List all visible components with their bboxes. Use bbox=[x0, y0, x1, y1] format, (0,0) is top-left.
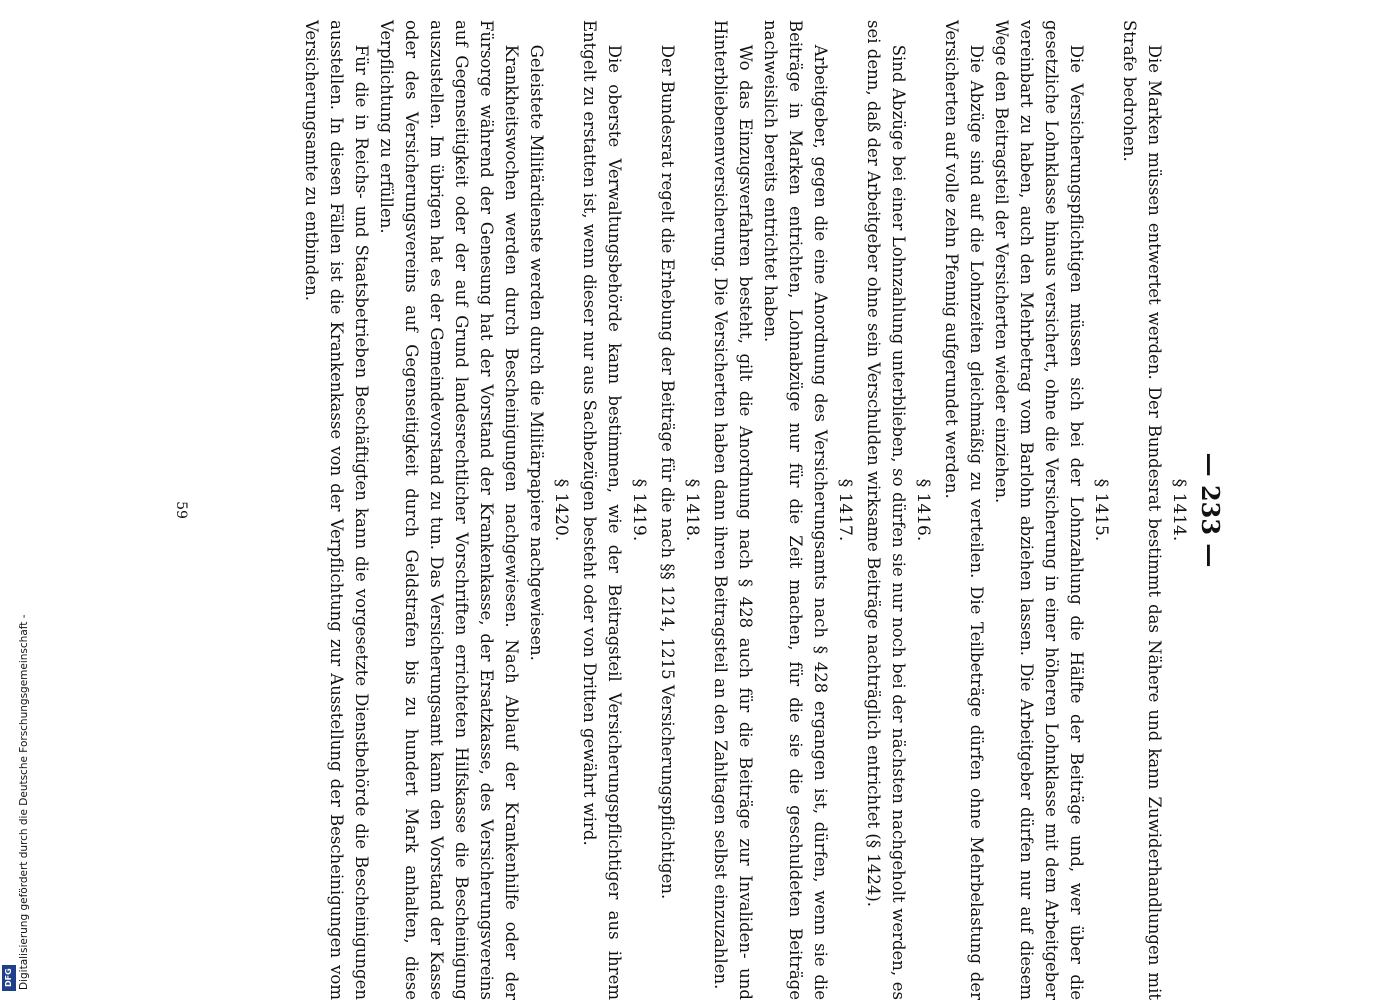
paragraph: Die Marken müssen entwertet werden. Der Bundesrat bestimmt das Nähere und kann Zuwiderhandlungen mit Strafe bedrohen. bbox=[1120, 20, 1164, 1000]
section-title: § 1419. bbox=[629, 478, 649, 542]
paragraph: Für die in Reichs- und Staatsbetrieben Beschäftigten kann die vorgesetzte Dienstbehörde die Bescheinigungen ausstellen. In diesen Fällen ist die Krankenkasse von der Verpflichtung zur Ausstellung der Bescheinigungen vom Versicherungsamte zu entbinden. bbox=[302, 20, 371, 1000]
paragraph: Die oberste Verwaltungsbehörde kann bestimmen, wie der Beitragsteil Versicherungspflichtiger aus ihrem Entgelt zu erstatten ist, wenn dieser nur aus Sachbezügen besteht oder von Dritten gewährt wird. bbox=[580, 20, 624, 1000]
section-title: § 1414. bbox=[1169, 478, 1189, 542]
section-title: § 1418. bbox=[682, 478, 702, 542]
paragraph: Arbeitgeber, gegen die eine Anordnung des Versicherungsamts nach § 428 ergangen ist, dürfen, wenn sie die Beiträge in Marken entrichten, Lohnabzüge nur für die Zeit machen, für die sie die geschuldeten Beiträge nachweislich bereits entrichtet haben. bbox=[761, 20, 830, 1000]
paragraph: Krankheitswochen werden durch Bescheinigungen nachgewiesen. Nach Ablauf der Krankenhilfe oder der Fürsorge während der Genesung hat der Vorstand der Krankenkasse, der Ersatzkasse, des Versicherungsvereins auf Gegenseitigkeit oder der auf Grund landesrechtlicher Vorschriften errichteten Hilfskasse die Bescheinigung auszustellen. Im übrigen hat es der Gemeindevorstand zu tun. Das Versicherungsamt kann den Vorstand der Kasse oder des Versicherungsvereins auf Gegenseitigkeit durch Geldstrafen bis zu hundert Mark anhalten, diese Verpflichtung zu erfüllen. bbox=[377, 20, 521, 1000]
dfg-logo-icon: DFG bbox=[2, 965, 16, 991]
section-title: § 1417. bbox=[835, 478, 855, 542]
section-title: § 1420. bbox=[551, 478, 571, 542]
paragraph: Die Versicherungspflichtigen müssen sich bei der Lohnzahlung die Hälfte der Beiträge und, wer über die gesetzliche Lohnklasse hinaus versichert, ohne die Versicherung in einer höheren Lohnklasse mit dem Arbeitgeber vereinbart zu haben, auch den Mehrbetrag vom Barlohn abziehen lassen. Die Arbeitgeber dürfen nur auf diesem Wege den Beitragsteil der Versicherten wieder einziehen. bbox=[992, 20, 1086, 1000]
page-number-header: — 233 — bbox=[1196, 452, 1225, 568]
section-title: § 1416. bbox=[913, 478, 933, 542]
section-title: § 1415. bbox=[1091, 478, 1111, 542]
page-number-footer: 59 bbox=[173, 501, 189, 519]
document-page bbox=[155, 20, 1225, 1000]
paragraph: Geleistete Militärdienste werden durch die Militärpapiere nachgewiesen. bbox=[527, 44, 546, 661]
paragraph: Der Bundesrat regelt die Erhebung der Beiträge für die nach §§ 1214, 1215 Versicherungspflichtigen. bbox=[658, 44, 677, 900]
paragraph: Sind Abzüge bei einer Lohnzahlung unterblieben, so dürfen sie nur noch bei der nächsten nachgeholt werden, es sei denn, daß der Arbeitgeber ohne sein Verschulden wirksame Beiträge nachträglich entrichtet (§ 1424). bbox=[864, 20, 908, 1000]
paragraph: Die Abzüge sind auf die Lohnzeiten gleichmäßig zu verteilen. Die Teilbeträge dürfen ohne Mehrbelastung der Versicherten auf volle zehn Pfennig aufgerundet werden. bbox=[942, 20, 986, 1000]
section-list bbox=[299, 20, 1111, 1000]
paragraph: Wo das Einzugsverfahren besteht, gilt die Anordnung nach § 428 auch für die Beiträge zur Invaliden- und Hinterbliebenenversicherung. Die Versicherten haben dann ihren Beitragsteil an den Zahltagen selbst einzuzahlen. bbox=[711, 20, 755, 1000]
digitization-credit: Digitalisierung gefördert durch die Deutsche Forschungsgemeinschaft - bbox=[18, 614, 30, 990]
